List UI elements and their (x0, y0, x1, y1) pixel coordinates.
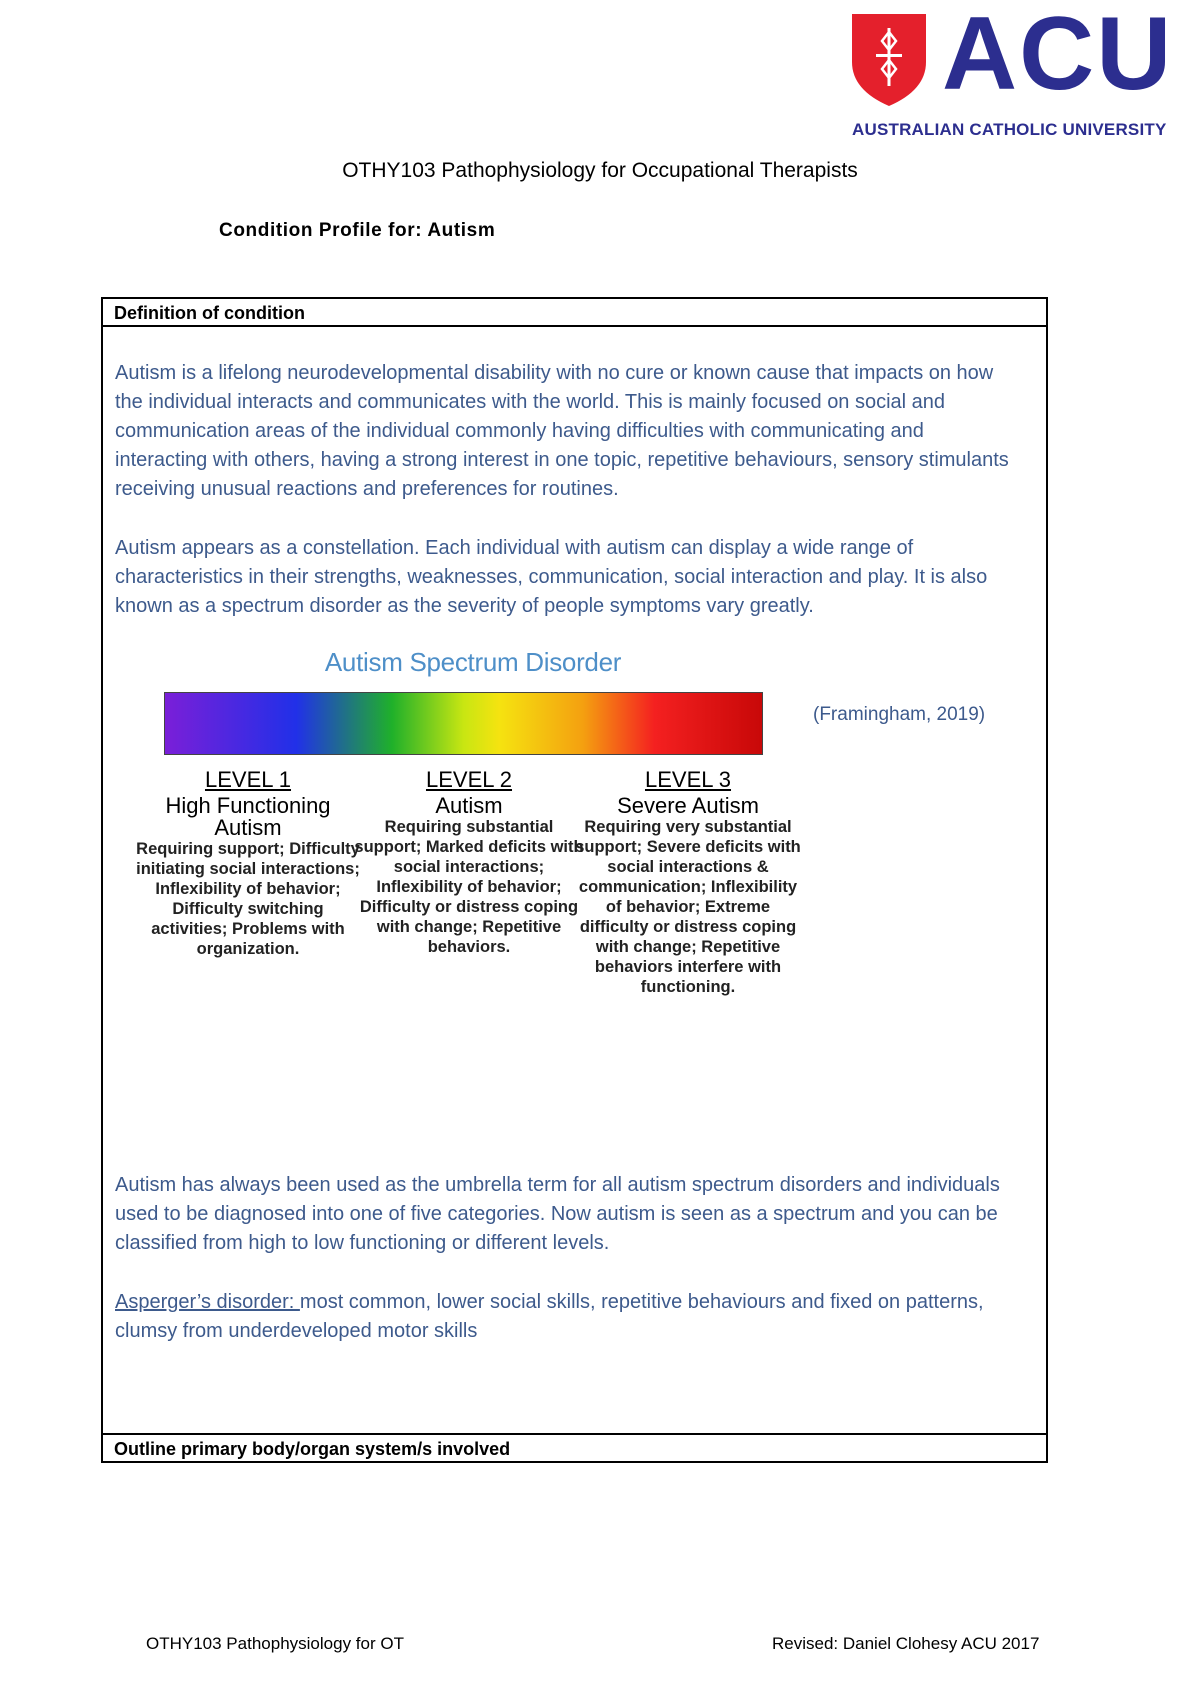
logo-acronym: ACU (942, 0, 1174, 112)
footer-course: OTHY103 Pathophysiology for OT (146, 1634, 404, 1653)
acu-logo (852, 0, 1197, 139)
definition-paragraph-4 (115, 1288, 1020, 1346)
definition-paragraph-3: Autism has always been used as the umbrella term for all autism spectrum disorders and individuals used to be diagnosed into one of five categories. Now autism is seen as a spectrum and you can be classified from high to low functioning or different levels. (115, 1174, 1000, 1254)
spectrum-gradient-bar (164, 692, 763, 755)
level-1-column (133, 765, 363, 959)
level-2-heading: LEVEL 2 (425, 767, 513, 792)
level-3-column (573, 765, 803, 997)
body-system-header: Outline primary body/organ system/s involved (103, 1433, 1046, 1461)
definition-header: Definition of condition (103, 299, 1046, 327)
aspergers-description: most common, lower social skills, repetitive behaviours and fixed on patterns, clumsy from underdeveloped motor skills (115, 1291, 984, 1342)
spectrum-title: Autism Spectrum Disorder (324, 647, 622, 677)
document-title: OTHY103 Pathophysiology for Occupational Therapists (342, 159, 858, 182)
level-2-description: Requiring substantial support; Marked deficits with social interactions; Inflexibility of behavior; Difficulty or distress coping with change; Repetitive behaviors. (354, 818, 584, 956)
level-3-description: Requiring very substantial support; Severe deficits with social interactions & communication; Inflexibility of behavior; Extreme difficulty or distress coping with change; Repetitive behaviors interfere with functioning. (575, 818, 801, 996)
document-subtitle: Condition Profile for: Autism (219, 220, 496, 241)
level-3-heading: LEVEL 3 (644, 767, 732, 792)
level-2-column (354, 765, 584, 957)
footer-revised: Revised: Daniel Clohesy ACU 2017 (772, 1634, 1040, 1653)
level-1-name: High Functioning (165, 793, 331, 818)
aspergers-link[interactable]: Asperger’s disorder: (115, 1291, 300, 1313)
level-2-name: Autism (435, 793, 503, 818)
figure-citation: (Framingham, 2019) (813, 704, 986, 725)
condition-profile-table (101, 297, 1048, 1463)
crest-icon (852, 14, 926, 106)
level-1-name-line-2: Autism (214, 815, 282, 840)
logo-university-name: AUSTRALIAN CATHOLIC UNIVERSITY (852, 120, 1167, 139)
spectrum-figure (133, 647, 813, 1087)
level-1-heading: LEVEL 1 (204, 767, 292, 792)
definition-paragraph-1: Autism is a lifelong neurodevelopmental disability with no cure or known cause that impacts on how the individual interacts and communicates with the world. This is mainly focused on social and communication areas of the individual commonly having difficulties with communicating and interacting with others, having a strong interest in one topic, repetitive behaviours, sensory stimulants receiving unusual reactions and preferences for routines. (115, 362, 1009, 500)
level-3-name: Severe Autism (617, 793, 759, 818)
level-1-description: Requiring support; Difficulty initiating social interactions; Inflexibility of behavior; Difficulty switching activities; Problems with organization. (136, 840, 360, 958)
definition-paragraph-2: Autism appears as a constellation. Each individual with autism can display a wide range of characteristics in their strengths, weaknesses, communication, social interaction and play. It is also known as a spectrum disorder as the severity of people symptoms vary greatly. (115, 537, 988, 617)
